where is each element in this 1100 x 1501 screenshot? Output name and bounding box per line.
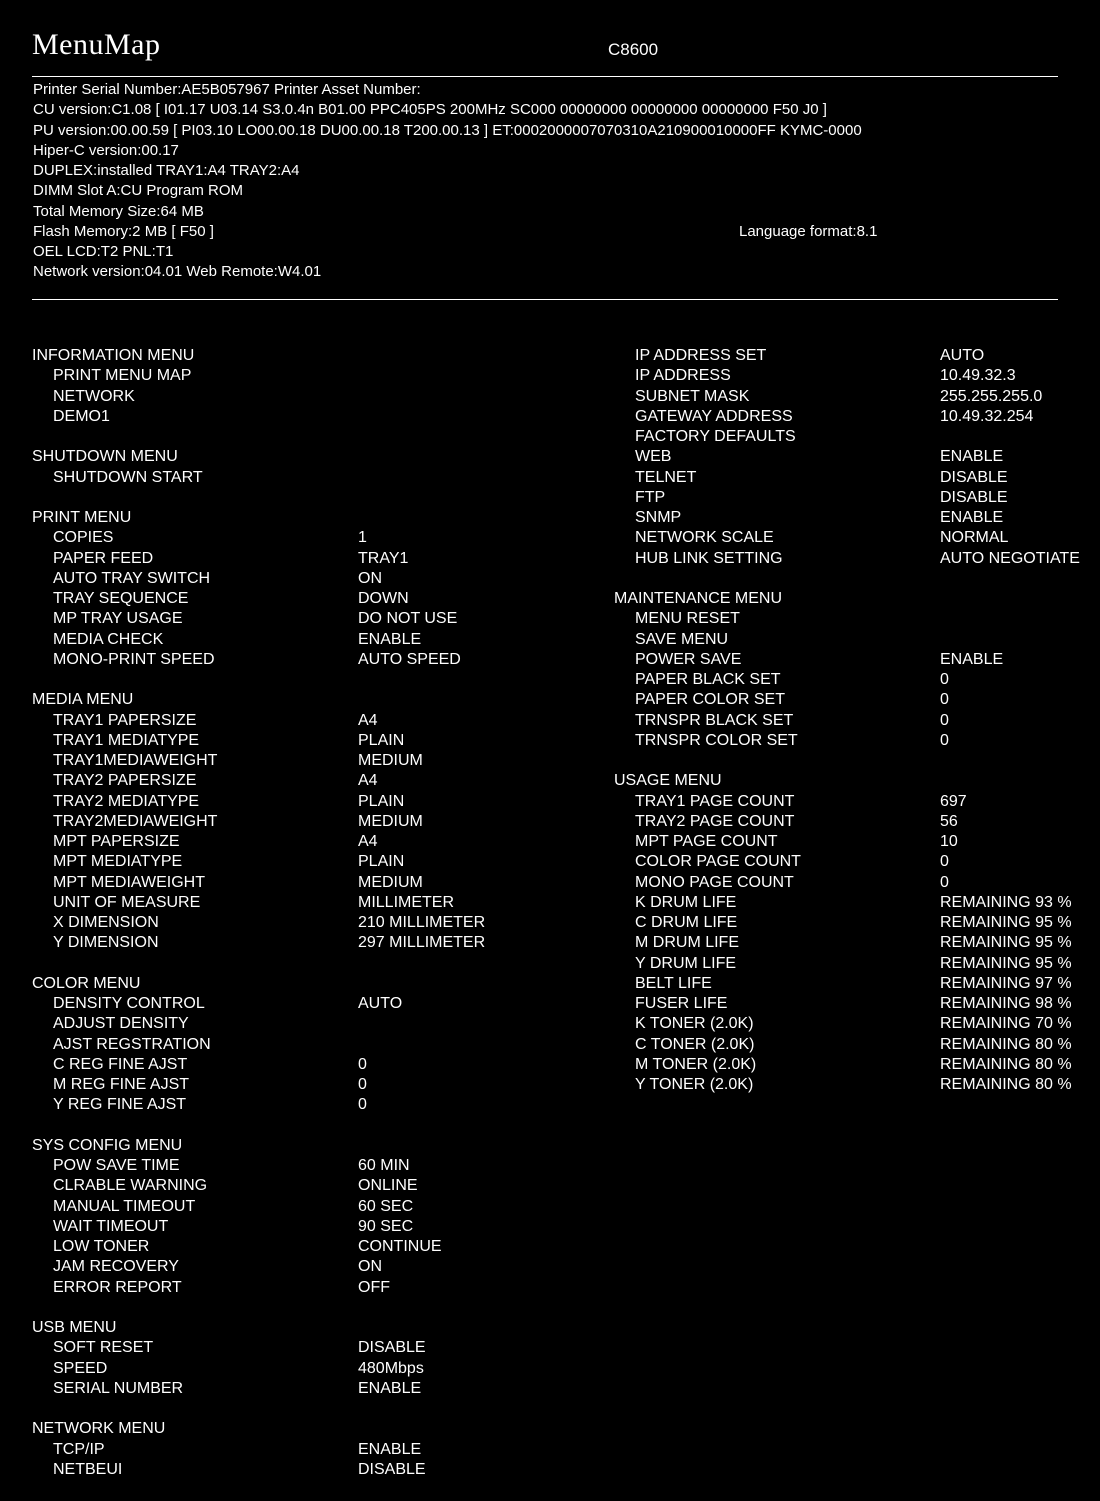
menu-item-value: 0	[940, 873, 949, 891]
menu-item-row	[32, 731, 552, 751]
menu-item-row	[32, 1338, 552, 1358]
menu-item-row	[32, 569, 552, 589]
menu-item-label: C DRUM LIFE	[635, 914, 738, 931]
menu-item-label: AJST REGSTRATION	[53, 1035, 211, 1053]
menu-item-row	[32, 1257, 552, 1277]
menu-item-label: WEB	[635, 448, 672, 466]
menu-item-row	[32, 792, 552, 812]
menu-item-value: ENABLE	[940, 448, 1004, 466]
menu-item-row	[614, 731, 1094, 751]
menu-item-value: REMAINING 80 %	[940, 1076, 1072, 1093]
menu-item-label: TRAY2 PAPERSIZE	[53, 772, 197, 790]
menu-item-label: NETWORK MENU	[32, 1420, 166, 1438]
menu-item-label: M TONER (2.0K)	[635, 1055, 757, 1073]
menu-item-value: REMAINING 93 %	[940, 893, 1072, 911]
menu-item-value: DISABLE	[940, 468, 1008, 486]
menu-item-row	[614, 974, 1094, 994]
menu-item-row	[32, 630, 552, 650]
menu-item-label: PRINT MENU MAP	[53, 367, 192, 385]
menu-item-value: 0	[358, 1055, 367, 1073]
menu-item-value: DISABLE	[940, 488, 1008, 506]
menu-item-row	[614, 690, 1094, 710]
menu-item-row	[614, 1075, 1094, 1095]
menu-item-label: MPT MEDIAWEIGHT	[53, 873, 205, 891]
menu-item-value: TRAY1	[358, 549, 409, 567]
menu-item-row	[614, 893, 1094, 913]
menu-item-value: ONLINE	[358, 1177, 418, 1195]
menu-item-row	[32, 1095, 552, 1115]
info-line-text: CU version:C1.08 [ I01.17 U03.14 S3.0.4n B01.00 PPC405PS 200MHz SC000 00000000 00000000 00000000 F50 J0 ]	[33, 101, 827, 119]
menu-section-heading	[32, 1419, 552, 1439]
menu-item-label: TRNSPR BLACK SET	[635, 711, 794, 729]
menu-item-label: DEMO1	[53, 407, 110, 425]
menu-item-label: Y DRUM LIFE	[635, 954, 737, 972]
menu-item-row	[614, 468, 1094, 488]
menu-item-value: ENABLE	[358, 1440, 422, 1458]
menu-item-label: MEDIA MENU	[32, 691, 134, 709]
menu-item-value: PLAIN	[358, 731, 405, 749]
menu-item-label: INFORMATION MENU	[32, 347, 195, 364]
menu-item-label: SERIAL NUMBER	[53, 1379, 184, 1397]
menu-item-row	[614, 873, 1094, 893]
spacer-row	[32, 670, 552, 690]
menu-section-heading	[32, 1318, 552, 1338]
menu-item-value: ENABLE	[940, 509, 1004, 526]
menu-item-row	[614, 1014, 1094, 1034]
info-line	[33, 141, 1073, 161]
menu-item-label: MPT MEDIATYPE	[53, 853, 183, 871]
menu-item-row	[32, 549, 552, 569]
menu-item-value: MEDIUM	[358, 752, 423, 769]
menu-item-row	[614, 346, 1094, 366]
info-line-text: Total Memory Size:64 MB	[33, 202, 204, 220]
menu-item-value: 480Mbps	[358, 1359, 424, 1377]
menu-item-value: 90 SEC	[358, 1217, 414, 1235]
menu-item-label: IP ADDRESS	[635, 367, 731, 385]
page-title: MenuMap	[32, 28, 161, 61]
menu-item-value: 60 SEC	[358, 1197, 414, 1215]
menu-item-value: AUTO	[940, 347, 985, 364]
menu-item-label: POW SAVE TIME	[53, 1157, 180, 1174]
menu-item-label: BELT LIFE	[635, 974, 712, 992]
menu-item-value: 697	[940, 792, 967, 810]
menu-item-row	[32, 650, 552, 670]
menu-item-label: SPEED	[53, 1359, 108, 1377]
menu-item-row	[32, 1460, 552, 1480]
menu-item-value: MEDIUM	[358, 812, 423, 830]
menu-item-label: TRAY1 PAPERSIZE	[53, 711, 197, 729]
menu-item-label: TRAY2 PAGE COUNT	[635, 812, 795, 830]
menu-item-label: ADJUST DENSITY	[53, 1015, 189, 1033]
menu-item-row	[32, 366, 552, 386]
info-line-text: PU version:00.00.59 [ PI03.10 LO00.00.18 DU00.00.18 T200.00.13 ] ET:0002000007070310A210900010000FF KYMC-0000	[33, 121, 862, 139]
menu-item-value: 210 MILLIMETER	[358, 914, 486, 931]
menu-section-heading	[32, 346, 552, 366]
menu-item-value: 10	[940, 833, 958, 850]
menu-item-row	[614, 609, 1094, 629]
info-line-text: Network version:04.01 Web Remote:W4.01	[33, 263, 322, 281]
menu-item-row	[32, 589, 552, 609]
menu-item-value: 56	[940, 812, 958, 830]
menu-item-value: DO NOT USE	[358, 610, 458, 628]
menu-item-row	[32, 933, 552, 953]
info-line-text: Printer Serial Number:AE5B057967 Printer Asset Number:	[33, 81, 421, 98]
menu-item-label: SUBNET MASK	[635, 387, 750, 405]
menu-item-row	[614, 427, 1094, 447]
menu-item-label: TRAY2MEDIAWEIGHT	[53, 812, 218, 830]
menu-item-label: COPIES	[53, 529, 114, 547]
menu-item-row	[32, 407, 552, 427]
spacer-row	[32, 427, 552, 447]
menu-item-value: REMAINING 95 %	[940, 914, 1072, 931]
top-rule	[32, 76, 1058, 77]
menu-item-value: 0	[940, 711, 949, 729]
menu-item-label: C TONER (2.0K)	[635, 1035, 755, 1053]
menu-item-value: MEDIUM	[358, 873, 423, 891]
menu-item-label: TRAY SEQUENCE	[53, 590, 189, 607]
menu-item-value: DISABLE	[358, 1339, 426, 1357]
menu-item-value: AUTO SPEED	[358, 650, 461, 668]
menu-item-value: REMAINING 95 %	[940, 934, 1072, 952]
menu-item-row	[614, 954, 1094, 974]
menu-item-row	[32, 751, 552, 771]
menu-item-label: COLOR MENU	[32, 974, 141, 992]
menu-item-row	[32, 832, 552, 852]
menu-item-label: MONO PAGE COUNT	[635, 873, 794, 891]
bottom-rule	[32, 299, 1058, 300]
menu-item-row	[32, 1359, 552, 1379]
menu-item-row	[614, 832, 1094, 852]
menu-item-label: FUSER LIFE	[635, 995, 728, 1012]
menu-section-heading	[32, 1136, 552, 1156]
menu-item-value: A4	[358, 711, 378, 729]
menu-item-row	[614, 549, 1094, 569]
menu-item-label: Y DIMENSION	[53, 934, 159, 952]
menu-item-row	[32, 1440, 552, 1460]
menu-item-label: GATEWAY ADDRESS	[635, 407, 793, 425]
menu-item-label: ERROR REPORT	[53, 1278, 182, 1296]
menu-item-label: FACTORY DEFAULTS	[635, 428, 796, 445]
menu-item-value: 297 MILLIMETER	[358, 934, 486, 952]
menu-item-label: SNMP	[635, 509, 682, 526]
info-line-text: Flash Memory:2 MB [ F50 ]	[33, 222, 214, 240]
menu-item-value: AUTO	[358, 995, 403, 1012]
menu-item-label: X DIMENSION	[53, 914, 159, 931]
menu-item-label: COLOR PAGE COUNT	[635, 853, 801, 871]
menu-item-label: TRNSPR COLOR SET	[635, 731, 798, 749]
menu-item-value: REMAINING 98 %	[940, 995, 1072, 1012]
menu-item-label: MANUAL TIMEOUT	[53, 1197, 196, 1215]
menu-item-label: TRAY1MEDIAWEIGHT	[53, 752, 218, 769]
spacer-row	[32, 954, 552, 974]
spacer-row	[32, 1116, 552, 1136]
menu-item-label: MONO-PRINT SPEED	[53, 650, 215, 668]
menu-item-row	[32, 468, 552, 488]
menu-item-label: TCP/IP	[53, 1440, 105, 1458]
menu-item-value: 0	[940, 731, 949, 749]
menu-item-label: Y REG FINE AJST	[53, 1096, 187, 1114]
menu-item-value: CONTINUE	[358, 1238, 442, 1255]
menu-item-value: ON	[358, 1258, 382, 1276]
menu-item-row	[614, 1055, 1094, 1075]
printer-info-block	[33, 80, 1073, 283]
menu-item-row	[32, 528, 552, 548]
menu-item-row	[614, 447, 1094, 467]
menu-item-row	[614, 630, 1094, 650]
menu-item-label: SAVE MENU	[635, 630, 729, 648]
menu-item-value: REMAINING 97 %	[940, 974, 1072, 992]
menu-item-row	[614, 933, 1094, 953]
info-line	[33, 222, 1073, 242]
menu-item-label: M REG FINE AJST	[53, 1076, 190, 1093]
menu-item-row	[614, 711, 1094, 731]
menu-item-row	[614, 670, 1094, 690]
menu-item-row	[32, 1217, 552, 1237]
spacer-row	[32, 1399, 552, 1419]
menu-item-value: 0	[940, 853, 949, 871]
menu-item-row	[32, 1075, 552, 1095]
menu-item-label: SOFT RESET	[53, 1339, 154, 1357]
menu-item-value: AUTO NEGOTIATE	[940, 549, 1080, 567]
info-line	[33, 121, 1073, 141]
menu-item-value: 0	[358, 1096, 367, 1114]
menu-item-label: MAINTENANCE MENU	[614, 590, 783, 607]
info-line-text: OEL LCD:T2 PNL:T1	[33, 243, 174, 260]
menu-item-value: 10.49.32.254	[940, 407, 1034, 425]
menu-item-value: 60 MIN	[358, 1157, 410, 1174]
menu-item-label: MEDIA CHECK	[53, 630, 164, 648]
menu-item-value: A4	[358, 833, 378, 850]
menu-item-row	[614, 792, 1094, 812]
menu-item-label: Y TONER (2.0K)	[635, 1076, 754, 1093]
menu-item-label: AUTO TRAY SWITCH	[53, 569, 211, 587]
menu-item-row	[614, 812, 1094, 832]
menu-item-label: TRAY1 MEDIATYPE	[53, 731, 200, 749]
info-line	[33, 202, 1073, 222]
info-line-text: Hiper-C version:00.17	[33, 141, 179, 159]
menu-section-heading	[32, 447, 552, 467]
menu-item-value: 0	[358, 1076, 367, 1093]
menu-item-row	[32, 1379, 552, 1399]
menu-item-value: PLAIN	[358, 853, 405, 871]
menu-item-value: 255.255.255.0	[940, 387, 1043, 405]
menu-item-label: C REG FINE AJST	[53, 1055, 188, 1073]
menu-item-row	[32, 1014, 552, 1034]
menu-item-value: DOWN	[358, 590, 409, 607]
menu-item-value: 0	[940, 671, 949, 688]
menu-item-label: TRAY1 PAGE COUNT	[635, 792, 795, 810]
menu-section-heading	[32, 508, 552, 528]
menu-item-row	[32, 1156, 552, 1176]
spacer-row	[32, 1298, 552, 1318]
menu-item-value: REMAINING 70 %	[940, 1015, 1072, 1033]
menu-item-value: A4	[358, 772, 378, 790]
menu-item-row	[32, 711, 552, 731]
menu-item-label: NETWORK SCALE	[635, 529, 774, 547]
menu-item-row	[32, 1055, 552, 1075]
menu-item-label: TELNET	[635, 468, 697, 486]
menu-item-label: SYS CONFIG MENU	[32, 1136, 183, 1154]
menu-item-label: PAPER FEED	[53, 549, 154, 567]
info-line	[33, 161, 1073, 181]
menu-item-row	[614, 994, 1094, 1014]
info-line-text: DUPLEX:installed TRAY1:A4 TRAY2:A4	[33, 162, 300, 179]
menu-item-label: WAIT TIMEOUT	[53, 1217, 169, 1235]
menu-item-row	[614, 366, 1094, 386]
menu-item-label: LOW TONER	[53, 1238, 150, 1255]
menu-item-label: MENU RESET	[635, 610, 740, 628]
menu-item-label: MPT PAPERSIZE	[53, 833, 180, 850]
menu-section-heading	[614, 589, 1094, 609]
menu-item-value: ENABLE	[940, 650, 1004, 668]
menu-item-label: CLRABLE WARNING	[53, 1177, 208, 1195]
menu-item-value: ENABLE	[358, 630, 422, 648]
menu-item-row	[32, 387, 552, 407]
info-line-text: DIMM Slot A:CU Program ROM	[33, 182, 244, 200]
menu-item-value: ENABLE	[358, 1379, 422, 1397]
info-line	[33, 80, 1073, 100]
menu-item-label: K TONER (2.0K)	[635, 1015, 754, 1033]
menu-column-left	[32, 346, 552, 1480]
menu-column-right	[614, 346, 1094, 1095]
menu-item-row	[32, 852, 552, 872]
menu-item-row	[32, 812, 552, 832]
menu-item-row	[614, 528, 1094, 548]
menu-item-label: PAPER BLACK SET	[635, 671, 781, 688]
menu-item-label: MPT PAGE COUNT	[635, 833, 778, 850]
printer-model: C8600	[608, 40, 659, 59]
menu-item-value: REMAINING 80 %	[940, 1055, 1072, 1073]
menu-item-row	[32, 609, 552, 629]
spacer-row	[614, 751, 1094, 771]
spacer-row	[32, 488, 552, 508]
menu-item-row	[614, 508, 1094, 528]
menu-item-row	[614, 387, 1094, 407]
info-line	[33, 181, 1073, 201]
spacer-row	[614, 569, 1094, 589]
menu-item-value: 0	[940, 691, 949, 709]
menu-item-row	[32, 1197, 552, 1217]
info-line	[33, 100, 1073, 120]
menu-item-row	[32, 1035, 552, 1055]
menu-item-label: TRAY2 MEDIATYPE	[53, 792, 200, 810]
menu-item-value: REMAINING 80 %	[940, 1035, 1072, 1053]
menu-item-label: USAGE MENU	[614, 772, 722, 790]
info-line	[33, 262, 1073, 282]
language-format: Language format:8.1	[739, 222, 878, 240]
menu-item-row	[32, 994, 552, 1014]
menu-item-row	[32, 873, 552, 893]
menu-item-row	[614, 852, 1094, 872]
menu-item-label: IP ADDRESS SET	[635, 347, 767, 364]
menu-item-label: UNIT OF MEASURE	[53, 893, 201, 911]
menu-section-heading	[32, 690, 552, 710]
menu-item-value: PLAIN	[358, 792, 405, 810]
menu-item-row	[614, 1035, 1094, 1055]
menu-section-heading	[614, 771, 1094, 791]
menu-item-value: OFF	[358, 1278, 390, 1296]
menu-item-row	[32, 913, 552, 933]
menu-item-label: DENSITY CONTROL	[53, 995, 205, 1012]
menu-item-row	[614, 488, 1094, 508]
menu-item-label: HUB LINK SETTING	[635, 549, 783, 567]
menu-item-label: PRINT MENU	[32, 509, 132, 526]
menu-item-label: MP TRAY USAGE	[53, 610, 183, 628]
menu-item-label: POWER SAVE	[635, 650, 742, 668]
menu-item-label: PAPER COLOR SET	[635, 691, 785, 709]
menu-item-value: DISABLE	[358, 1460, 426, 1478]
menu-item-label: K DRUM LIFE	[635, 893, 737, 911]
menu-item-row	[32, 1237, 552, 1257]
menu-item-row	[614, 650, 1094, 670]
menu-item-value: 10.49.32.3	[940, 367, 1016, 385]
menu-item-value: ON	[358, 569, 382, 587]
menu-item-label: M DRUM LIFE	[635, 934, 739, 952]
menu-item-row	[32, 771, 552, 791]
menu-item-row	[32, 893, 552, 913]
menu-item-row	[614, 913, 1094, 933]
menu-item-row	[614, 407, 1094, 427]
menu-item-label: SHUTDOWN START	[53, 468, 203, 486]
menu-item-label: JAM RECOVERY	[53, 1258, 179, 1276]
menu-section-heading	[32, 974, 552, 994]
menu-item-label: SHUTDOWN MENU	[32, 448, 178, 466]
menu-item-row	[32, 1278, 552, 1298]
menu-item-value: MILLIMETER	[358, 893, 455, 911]
menu-item-label: FTP	[635, 488, 666, 506]
info-line	[33, 242, 1073, 262]
menu-item-label: USB MENU	[32, 1319, 117, 1336]
menu-item-row	[32, 1176, 552, 1196]
menu-item-value: 1	[358, 529, 367, 547]
menu-item-value: NORMAL	[940, 529, 1009, 547]
menu-item-value: REMAINING 95 %	[940, 954, 1072, 972]
menu-item-label: NETBEUI	[53, 1460, 123, 1478]
menu-item-label: NETWORK	[53, 387, 135, 405]
